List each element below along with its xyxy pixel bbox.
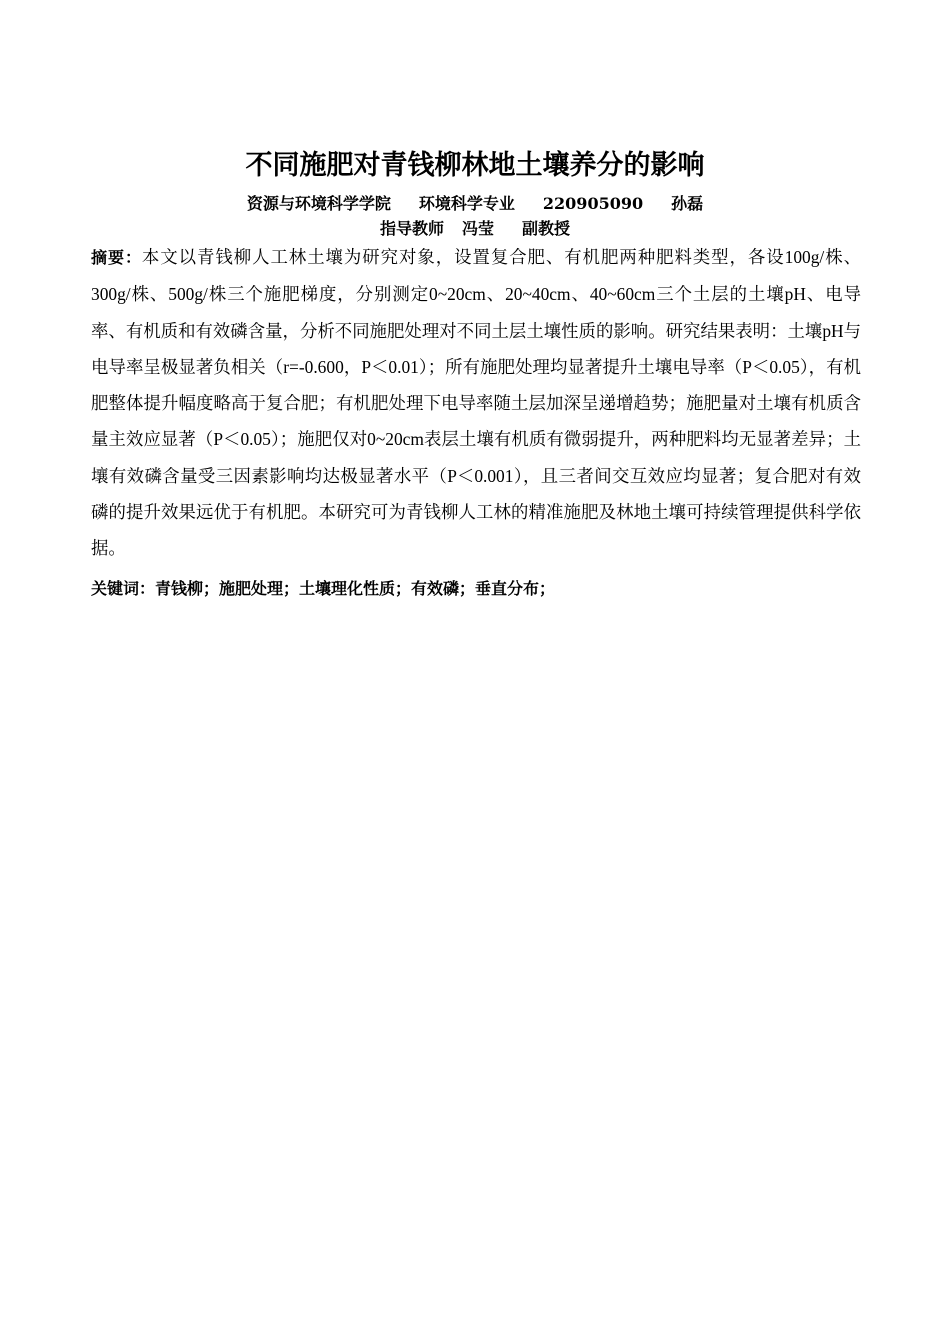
advisor-label: 指导教师	[379, 219, 444, 238]
keywords-line	[91, 575, 861, 603]
advisor-title: 副教授	[522, 219, 571, 238]
advisor-info-line	[0, 217, 950, 241]
keywords-label: 关键词：	[91, 579, 156, 598]
college-name: 资源与环境科学学院	[246, 194, 391, 213]
abstract-label: 摘要：	[91, 248, 142, 267]
abstract-text: 本文以青钱柳人工林土壤为研究对象，设置复合肥、有机肥两种肥料类型，各设100g/株、300g/株、500g/株三个施肥梯度，分别测定0~20cm、20~40cm、40~60cm三个土层的土壤pH、电导率、有机质和有效磷含量，分析不同施肥处理对不同土层土壤性质的影响。研究结果表明：土壤pH与电导率呈极显著负相关（r=-0.600，P＜0.01）；所有施肥处理均显著提升土壤电导率（P＜0.05），有机肥整体提升幅度略高于复合肥；有机肥处理下电导率随土层加深呈递增趋势；施肥量对土壤有机质含量主效应显著（P＜0.05）；施肥仅对0~20cm表层土壤有机质有微弱提升，两种肥料均无显著差异；土壤有效磷含量受三因素影响均达极显著水平（P＜0.001），且三者间交互效应均显著；复合肥对有效磷的提升效果远优于有机肥。本研究可为青钱柳人工林的精准施肥及林地土壤可持续管理提供科学依据。	[91, 247, 861, 559]
keywords-text: 青钱柳；施肥处理；土壤理化性质；有效磷；垂直分布；	[155, 579, 556, 598]
paper-title: 不同施肥对青钱柳林地土壤养分的影响	[245, 150, 705, 181]
student-name: 孙磊	[671, 194, 704, 213]
student-id: 220905090	[542, 194, 644, 213]
abstract-paragraph	[91, 239, 861, 567]
author-info-line	[0, 192, 950, 216]
advisor-name: 冯莹	[461, 219, 494, 238]
major-name: 环境科学专业	[418, 194, 515, 213]
